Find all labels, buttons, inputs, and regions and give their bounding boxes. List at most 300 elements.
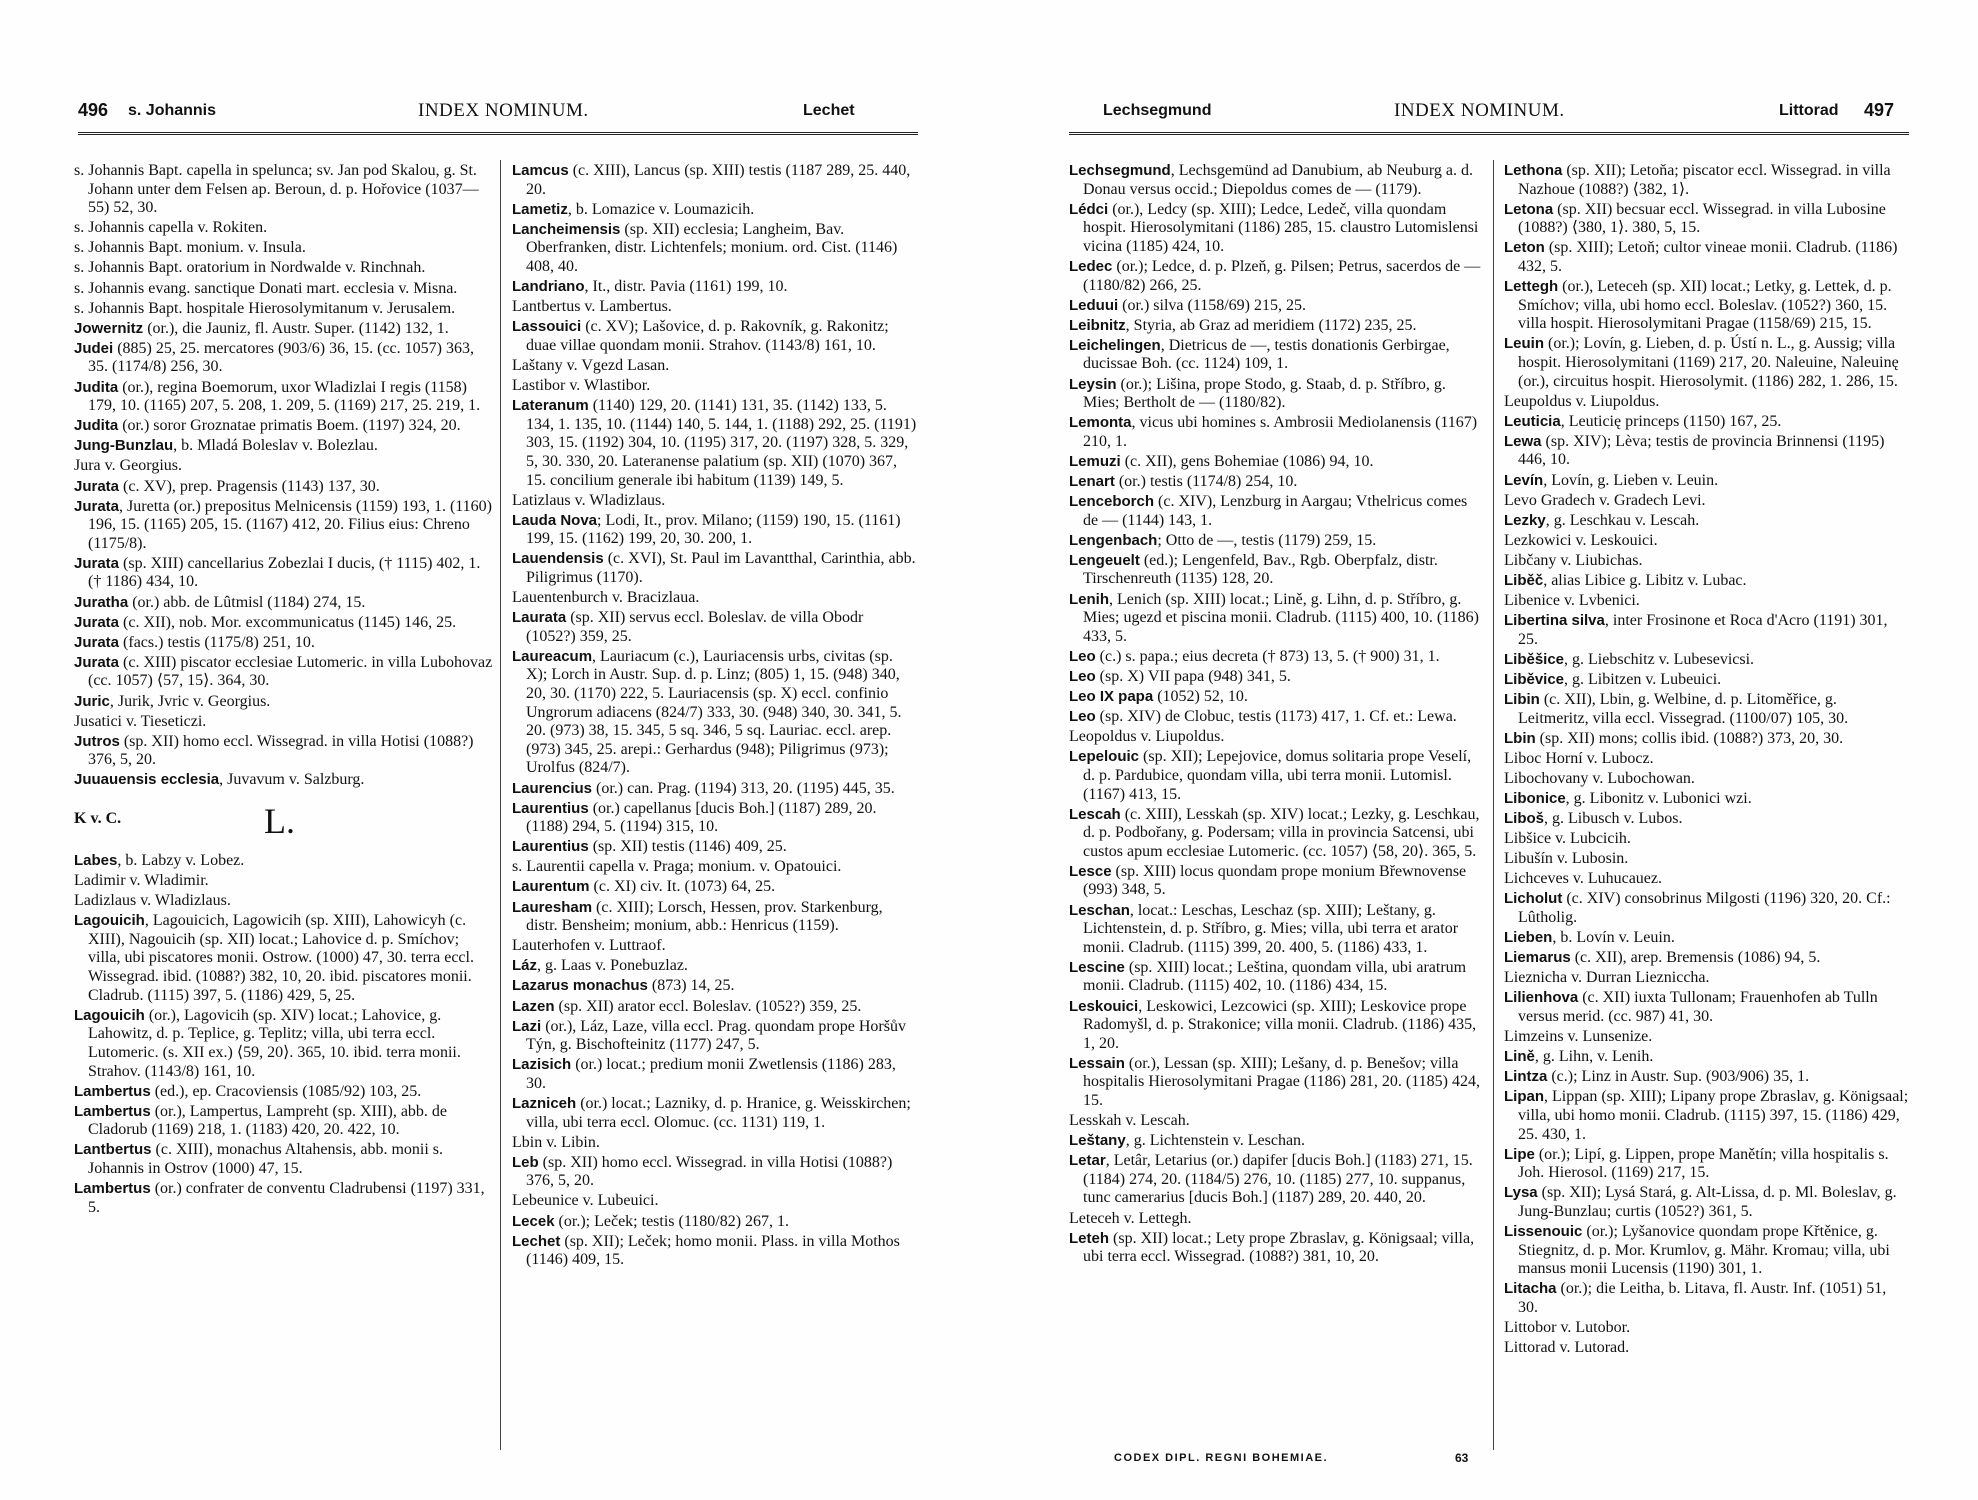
index-entry [1504, 890, 1909, 927]
index-entry [1504, 278, 1909, 334]
index-entry [1504, 691, 1909, 728]
index-entry [74, 1103, 494, 1140]
entry-headword: Lieben [1504, 929, 1553, 947]
entry-headword: Leschan [1069, 901, 1130, 919]
index-entry [512, 201, 917, 220]
entry-headword: Leb [512, 1153, 539, 1171]
index-entry: Liboc Horní v. Lubocz. [1504, 749, 1654, 767]
entry-body: (or.); Leček; testis (1180/82) 267, 1. [554, 1212, 790, 1230]
header-left-word: Lechsegmund [1103, 102, 1212, 119]
entry-body: , Juvavum v. Salzburg. [219, 771, 365, 789]
entry-body: (or.) locat.; predium monii Zwetlensis (1186) 283, 30. [526, 1056, 896, 1092]
index-entry [1069, 1152, 1484, 1208]
entry-headword: Leo IX papa [1069, 688, 1154, 706]
index-entry [1504, 1088, 1909, 1144]
entry-headword: Lině [1504, 1048, 1535, 1066]
entries-block-2 [74, 852, 494, 1217]
index-entry [1504, 1048, 1909, 1067]
index-entry [74, 733, 494, 770]
entry-body: , Lauriacum (c.), Lauriacensis urbs, civitas (sp. X); Lorch in Austr. Sup. d. p. Linz; (805) 1, 15. (948) 340, 20, 30. (1170) 222, 5. Lauriacensis (sp. X) eccl. confinio Ungrorum adiacens (824/7) 333, 30. (948) 340, 30. 341, 5. 20. (973) 38, 15. 345, 5 sq. 346, 5 sq. Lauriac. eccl. arep. (973) 345, 25. arepi.: Gerhardus (948); Piligrimus (973); Urolfus (824/7). [526, 647, 902, 777]
entry-body: (1140) 129, 20. (1141) 131, 35. (1142) 133, 5. 134, 1. 135, 10. (1144) 140, 5. 144, 1. (1188) 292, 25. (1191) 303, 15. (1192) 304, 10. (1195) 317, 20. (1197) 328, 5. 329, 5, 30. 330, 20. Lateranense palatium (sp. XII) (1070) 367, 15. concilium generale ibi habitum (1139) 149, 5. [526, 397, 917, 489]
index-entry [1504, 433, 1909, 470]
entry-body: (or.), Lessan (sp. XIII); Lešany, d. p. Benešov; villa hospitalis Hierosolymitani Pragae (1186) 281, 20. (1185) 424, 15. [1083, 1054, 1480, 1109]
index-entry: Lastibor v. Wlastibor. [512, 377, 651, 395]
entry-body: , b. Lovín v. Leuin. [1552, 929, 1675, 947]
header-right-word: Lechet [803, 102, 855, 119]
header-title: INDEX NOMINUM. [418, 100, 589, 121]
index-entry: Jura v. Georgius. [74, 457, 182, 475]
index-entry: Libčany v. Liubichas. [1504, 551, 1643, 569]
entry-body: (sp. XIII); Letoň; cultor vineae monii. Cladrub. (1186) 432, 5. [1518, 239, 1898, 275]
entry-headword: Labes [74, 852, 118, 869]
entry-body: (c.) s. papa.; eius decreta († 873) 13, 5. († 900) 31, 1. [1095, 647, 1440, 665]
entry-body: (ed.); Lengenfeld, Bav., Rgb. Oberpfalz, distr. Tirschenreuth (1135) 128, 20. [1083, 551, 1438, 588]
entry-body: , g. Libitzen v. Lubeuici. [1564, 670, 1722, 688]
entry-headword: Letona [1504, 200, 1554, 218]
entry-headword: Judita [74, 378, 119, 396]
entry-headword: Lissenouic [1504, 1223, 1583, 1241]
entry-body: (or.) abb. de Lûtmisl (1184) 274, 15. [128, 593, 366, 611]
index-entry [512, 397, 917, 490]
entry-headword: Leteh [1069, 1229, 1110, 1247]
index-entry [74, 437, 494, 456]
entry-headword: Jutros [74, 732, 120, 750]
index-entry: Leteceh v. Lettegh. [1069, 1209, 1192, 1227]
entry-body: (ed.), ep. Cracoviensis (1085/92) 103, 25. [150, 1082, 422, 1100]
entry-body: , b. Mladá Boleslav v. Bolezlau. [173, 437, 378, 455]
index-entry: Lezkowici v. Leskouici. [1504, 531, 1658, 549]
entry-body: (c. XIV) consobrinus Milgosti (1196) 320, 20. Cf.: Lûtholig. [1518, 890, 1891, 927]
entry-headword: Lintza [1504, 1068, 1548, 1086]
index-entry [1069, 748, 1484, 804]
entry-body: (sp. XII) testis (1146) 409, 25. [588, 838, 787, 856]
entry-headword: Licholut [1504, 890, 1563, 908]
entry-body: , Juretta (or.) prepositus Melnicensis (1159) 193, 1. (1160) 196, 15. (1165) 205, 15. (1167) 412, 20. Filius eius: Chreno (1175/8). [88, 497, 492, 552]
entries-block-4 [1069, 162, 1484, 1267]
entry-body: ; Lodi, It., prov. Milano; (1159) 190, 15. (1161) 199, 15. (1162) 199, 20, 30. 200, 1. [526, 511, 901, 548]
entry-headword: Lipan [1504, 1088, 1544, 1106]
entry-body: (or.) locat.; Lazniky, d. p. Hranice, g. Weisskirchen; villa, ubi terra eccl. Olomuc. (cc. 1131) 119, 1. [526, 1095, 911, 1131]
entry-headword: Levín [1504, 471, 1544, 489]
section-divider [74, 801, 494, 852]
index-entry: Jusatici v. Tieseticzi. [74, 712, 207, 730]
entry-body: (c. XIII) piscator ecclesiae Lutomeric. in villa Lubohovaz (cc. 1057) ⟨57, 15⟩. 364, 30. [88, 653, 493, 690]
entry-body: , Styria, ab Graz ad meridiem (1172) 235, 25. [1125, 316, 1417, 334]
index-entry: s. Johannis evang. sanctique Donati mart. ecclesia v. Misna. [74, 279, 458, 297]
entry-headword: Lauendensis [512, 550, 604, 568]
entry-headword: Lagouicih [74, 1006, 145, 1024]
index-entry [74, 852, 494, 871]
entry-body: (c. XIII), Lesskah (sp. XIV) locat.; Lezky, g. Leschkau, d. p. Podbořany, g. Podersam; villa in provincia Satcensi, ubi custos apum ecclesiae Lutomeric. (cc. 1057) ⟨58, 20⟩. 365, 5. [1083, 805, 1480, 860]
entry-body: (or.) silva (1158/69) 215, 25. [1118, 296, 1306, 314]
entry-headword: Judei [74, 339, 114, 357]
index-entry: Latizlaus v. Wladizlaus. [512, 491, 666, 509]
entry-headword: Láz [512, 957, 538, 975]
entry-body: , g. Laas v. Ponebuzlaz. [537, 957, 688, 975]
index-entry [512, 1213, 917, 1232]
index-entry [1504, 201, 1909, 238]
entry-body: (c. XII), nob. Mor. excommunicatus (1145) 146, 25. [119, 613, 457, 631]
index-entry [1504, 472, 1909, 491]
index-entry [74, 417, 494, 436]
left-column-2 [512, 162, 917, 1271]
entry-body: (c. XI) civ. It. (1073) 64, 25. [589, 878, 776, 896]
entry-body: (1052) 52, 10. [1153, 688, 1248, 706]
entry-body: , Lippan (sp. XIII); Lipany prope Zbraslav, g. Königsaal; villa, ubi homo monii. Cladrub. (1115) 397, 15. (1186) 429, 25. 430, 1. [1518, 1088, 1909, 1143]
index-entry [512, 1154, 917, 1191]
right-column-1 [1069, 162, 1484, 1268]
entry-headword: Lettegh [1504, 278, 1559, 296]
index-entry [512, 1056, 917, 1093]
index-entry [1069, 648, 1484, 667]
entry-body: , b. Labzy v. Lobez. [117, 852, 245, 869]
entry-body: (or.), Lampertus, Lampreht (sp. XIII), abb. de Cladorub (1169) 218, 1. (1183) 420, 20. 422, 10. [88, 1102, 448, 1139]
footer-codex: CODEX DIPL. REGNI BOHEMIAE. [1114, 1452, 1329, 1464]
entry-headword: Jurata [74, 653, 120, 671]
index-entry [512, 957, 917, 976]
entry-headword: Landriano [512, 278, 585, 296]
index-entry [1504, 1068, 1909, 1087]
entry-headword: Lenih [1069, 590, 1109, 608]
index-entry [74, 771, 494, 790]
index-entry [512, 1018, 917, 1055]
index-entry [74, 320, 494, 339]
index-entry [1504, 1223, 1909, 1279]
index-entry [512, 318, 917, 355]
entry-body: (sp. XII); Leček; homo monii. Plass. in villa Mothos (1146) 409, 15. [526, 1232, 900, 1269]
entry-headword: Lilienhova [1504, 989, 1579, 1007]
index-entry: Laštany v. Vgezd Lasan. [512, 356, 670, 374]
index-entry [1069, 414, 1484, 451]
entry-body: (c.); Linz in Austr. Sup. (903/906) 35, 1. [1547, 1068, 1810, 1086]
entry-body: , Lovín, g. Lieben v. Leuin. [1543, 471, 1719, 489]
entry-body: (or.) testis (1174/8) 254, 10. [1114, 473, 1298, 490]
entry-body: (873) 14, 25. [647, 977, 735, 995]
index-entry [1504, 162, 1909, 199]
entry-headword: Liemarus [1504, 949, 1571, 967]
index-entry [74, 1007, 494, 1081]
entry-body: , Lechsgemünd ad Danubium, ab Neuburg a. d. Donau versus occid.; Diepoldus comes de — (1179). [1083, 162, 1473, 198]
entry-headword: Leštany [1069, 1132, 1126, 1150]
entry-body: (sp. XIII) locat.; Leština, quondam villa, ubi aratrum monii. Cladrub. (1115) 402, 10. (1186) 434, 15. [1083, 958, 1467, 995]
entry-headword: Lepelouic [1069, 748, 1140, 766]
index-entry: Lbin v. Libin. [512, 1133, 600, 1151]
index-entry [512, 648, 917, 778]
index-entry [1504, 929, 1909, 948]
entry-headword: Lassouici [512, 318, 582, 336]
entry-headword: Lancheimensis [512, 220, 621, 238]
index-entry [512, 278, 917, 297]
index-entry [512, 977, 917, 996]
entry-headword: Leichelingen [1069, 336, 1161, 354]
entry-body: (or.); Lipí, g. Lippen, prope Manětín; villa hospitalis s. Joh. Hierosol. (1169) 217, 15. [1518, 1145, 1889, 1182]
index-entry: Levo Gradech v. Gradech Levi. [1504, 491, 1706, 509]
index-entry: Leupoldus v. Liupoldus. [1504, 392, 1660, 410]
entry-headword: Lewa [1504, 432, 1542, 450]
index-entry [1069, 473, 1484, 492]
index-entry [1069, 297, 1484, 316]
entry-headword: Laurentum [512, 878, 590, 896]
entry-headword: Jung-Bunzlau [74, 437, 174, 455]
entry-headword: Lechet [512, 1232, 561, 1250]
index-entry [1069, 1230, 1484, 1267]
entries-block-5 [1504, 162, 1909, 1358]
index-entry [512, 838, 917, 857]
entry-headword: Jurata [74, 554, 120, 572]
entry-body: , Leskowici, Lezcowici (sp. XIII); Leskovice prope Radomyšl, d. p. Strakonice; villa monii. Cladrub. (1186) 435, 1, 20. [1083, 997, 1477, 1052]
entry-body: (sp. XII) homo eccl. Wissegrad. in villa Hotisi (1088?) 376, 5, 20. [526, 1153, 893, 1190]
index-entry: Leopoldus v. Liupoldus. [1069, 728, 1225, 746]
entry-body: (sp. XII) servus eccl. Boleslav. de villa Obodr (1052?) 359, 25. [526, 609, 864, 645]
index-entry [74, 1141, 494, 1178]
entry-headword: Lescine [1069, 958, 1125, 976]
index-entry [74, 594, 494, 613]
entry-headword: Juric [74, 692, 110, 710]
index-entry: Lieznicha v. Durran Liezniccha. [1504, 969, 1710, 987]
entry-headword: Judita [74, 417, 119, 435]
entry-headword: Leo [1069, 667, 1096, 685]
index-entry: s. Johannis Bapt. hospitale Hierosolymitanum v. Jerusalem. [74, 299, 456, 317]
entry-body: , g. Lihn, v. Lenih. [1534, 1048, 1654, 1066]
index-entry: Libušín v. Lubosin. [1504, 850, 1629, 868]
entry-headword: Lemuzi [1069, 452, 1121, 470]
entry-body: , Jurik, Jvric v. Georgius. [109, 692, 271, 710]
entry-body: (sp. XIII) locus quondam prope monium Břewnovense (993) 348, 5. [1083, 862, 1467, 899]
index-entry [74, 693, 494, 712]
entry-headword: Leo [1069, 647, 1096, 665]
index-entry: Lichceves v. Luhucauez. [1504, 870, 1662, 888]
entry-headword: Lysa [1504, 1184, 1538, 1202]
entry-headword: Leuin [1504, 335, 1544, 353]
entry-headword: Leibnitz [1069, 316, 1126, 334]
index-entry [74, 1180, 494, 1217]
index-entry [1504, 790, 1909, 809]
index-entry: Ladizlaus v. Wladizlaus. [74, 892, 231, 910]
entry-body: (sp. XIV); Lèva; testis de provincia Brinnensi (1195) 446, 10. [1518, 432, 1885, 469]
entry-headword: Lenceborch [1069, 493, 1155, 511]
entry-body: (c. XII), gens Bohemiae (1086) 94, 10. [1120, 452, 1374, 470]
entry-body: (c. XIII); Lorsch, Hessen, prov. Starkenburg, distr. Bensheim; monium, abb.: Henricus (1159). [526, 898, 883, 935]
index-entry [1069, 1132, 1484, 1151]
entry-headword: Lengeuelt [1069, 551, 1140, 569]
entry-body: (or.); Lišina, prope Stodo, g. Staab, d. p. Stříbro, g. Mies; Bertholt de — (1180/82). [1083, 375, 1446, 412]
entry-headword: Lagouicih [74, 912, 145, 930]
entry-headword: Leuticia [1504, 412, 1561, 430]
entry-headword: Lazi [512, 1017, 542, 1035]
entry-headword: Lantbertus [74, 1141, 152, 1159]
entry-headword: Laurencius [512, 779, 593, 797]
entry-body: (or.); Ledce, d. p. Plzeň, g. Pilsen; Petrus, sacerdos de — (1180/82) 266, 25. [1083, 257, 1481, 294]
entries-block-3 [512, 162, 917, 1270]
entry-headword: Laurentius [512, 838, 589, 856]
index-entry [1069, 959, 1484, 996]
index-entry [512, 899, 917, 936]
right-page [989, 0, 1978, 1500]
index-entry [1504, 413, 1909, 432]
entry-body: , locat.: Leschas, Leschaz (sp. XIII); Leštany, g. Lichtenstein, d. p. Stříbro, g. Mies; villa, ubi terra et arator monii. Cladrub. (1115) 399, 20. 400, 5. (1186) 433, 1. [1083, 901, 1459, 956]
entry-headword: Liběč [1504, 571, 1544, 589]
entry-headword: Lipe [1504, 1145, 1535, 1163]
index-entry: s. Johannis Bapt. capella in spelunca; sv. Jan pod Skalou, g. St. Johann unter dem Felsen ap. Beroun, d. p. Hořovice (1037—55) 52, 30. [74, 162, 479, 217]
column-divider [500, 160, 501, 1450]
entries-block-1 [74, 162, 494, 790]
entry-body: , g. Leschkau v. Lescah. [1545, 511, 1700, 529]
header-left-word: s. Johannis [128, 102, 217, 119]
index-entry [1069, 258, 1484, 295]
right-column-2 [1504, 162, 1909, 1359]
entry-headword: Lazisich [512, 1056, 572, 1074]
index-entry: s. Johannis Bapt. monium. v. Insula. [74, 239, 306, 257]
entry-body: , alias Libice g. Libitz v. Lubac. [1543, 571, 1747, 589]
entry-body: , inter Frosinone et Roca d'Acro (1191) 301, 25. [1518, 612, 1888, 648]
index-entry [1069, 668, 1484, 687]
entry-headword: Lezky [1504, 511, 1546, 529]
index-entry [74, 478, 494, 497]
index-entry: Lantbertus v. Lambertus. [512, 298, 672, 316]
index-entry [1504, 612, 1909, 649]
index-entry [74, 340, 494, 377]
index-entry [74, 1083, 494, 1102]
left-page-header [78, 90, 918, 135]
index-entry [1504, 335, 1909, 391]
entry-body: (or.), Lagovicih (sp. XIV) locat.; Lahovice, g. Lahowitz, d. p. Teplice, g. Teplitz; villa, ubi terra eccl. Lutomeric. (s. XII ex.) ⟨59, 20⟩. 365, 10. ibid. terra monii. Strahov. (1143/8) 161, 10. [88, 1006, 461, 1080]
entry-body: ; Otto de —, testis (1179) 259, 15. [1157, 531, 1377, 549]
entry-body: , Lenich (sp. XIII) locat.; Lině, g. Lihn, d. p. Stříbro, g. Mies; ugezd et piscina monii. Cladrub. (1115) 400, 10. (1186) 433, 5. [1083, 590, 1479, 645]
section-letter: L. [264, 801, 295, 841]
kc-cross-reference: K v. C. [74, 810, 122, 827]
entry-body: (or.) can. Prag. (1194) 313, 20. (1195) 445, 35. [592, 779, 895, 797]
entry-headword: Lazen [512, 997, 555, 1015]
entry-headword: Lambertus [74, 1102, 151, 1120]
entry-body: (sp. XIII) cancellarius Zobezlai I ducis, († 1115) 402, 1. († 1186) 434, 10. [88, 554, 481, 591]
entry-body: , Leuticię princeps (1150) 167, 25. [1560, 412, 1782, 430]
entry-headword: Litacha [1504, 1280, 1557, 1298]
entry-body: (c. XIII), monachus Altahensis, abb. monii s. Johannis in Ostrov (1000) 47, 15. [88, 1141, 444, 1177]
index-entry [1504, 730, 1909, 749]
index-entry [1504, 572, 1909, 591]
entry-body: , g. Liebschitz v. Lubesevicsi. [1564, 650, 1755, 668]
index-entry [512, 550, 917, 587]
entry-headword: Jurata [74, 613, 120, 631]
index-entry: Lebeunice v. Lubeuici. [512, 1192, 659, 1210]
entry-body: (c. XVI), St. Paul im Lavantthal, Carinthia, abb. Piligrimus (1170). [526, 550, 916, 586]
entry-headword: Juratha [74, 593, 129, 611]
index-entry [74, 498, 494, 554]
entry-body: (c. XIII), Lancus (sp. XIII) testis (1187 289, 25. 440, 20. [526, 162, 911, 198]
entry-body: , g. Libusch v. Lubos. [1544, 810, 1683, 828]
page-number: 497 [1864, 100, 1895, 120]
entry-headword: Leysin [1069, 375, 1117, 393]
entry-body: , Lagouicich, Lagowicih (sp. XIII), Lahowicyh (c. XIII), Nagouicih (sp. XII) locat.; Lahovice d. p. Smíchov; villa, ubi piscatores monii. Ostrow. (1000) 47, 30. terra eccl. Wissegrad. ibid. (1088?) 382, 10, 20. ibid. piscatores monii. Cladrub. (1115) 397, 5. (1186) 429, 5, 25. [88, 912, 474, 1004]
entry-headword: Lambertus [74, 1082, 151, 1100]
index-entry: s. Laurentii capella v. Praga; monium. v. Opatouici. [512, 858, 842, 876]
entry-headword: Lessain [1069, 1054, 1125, 1072]
entry-body: , b. Lomazice v. Loumazicih. [567, 200, 755, 218]
index-entry [1504, 239, 1909, 276]
entry-body: (or.), Ledcy (sp. XIII); Ledce, Ledeč, villa quondam hospit. Hierosolymitani (1186) 285, 15. claustro Lutomislensi vicina (1185) 424, 10. [1083, 200, 1479, 255]
index-entry [512, 780, 917, 799]
header-right-word: Littorad [1779, 102, 1839, 119]
index-entry [1069, 902, 1484, 958]
index-entry [1069, 806, 1484, 862]
entry-body: , It., distr. Pavia (1161) 199, 10. [584, 278, 788, 296]
index-entry [1504, 671, 1909, 690]
index-entry: Libšice v. Lubcicih. [1504, 830, 1631, 848]
index-entry [512, 512, 917, 549]
entry-headword: Laurentius [512, 799, 589, 817]
entry-body: , Letâr, Letarius (or.) dapifer [ducis Boh.] (1183) 271, 15. (1184) 274, 20. (1184/5) 276, 10. (1185) 277, 10. suppanus, tunc camerarius [ducis Boh.] (1187) 289, 20. 440, 20. [1083, 1152, 1473, 1207]
index-entry: Littorad v. Lutorad. [1504, 1339, 1630, 1357]
entry-headword: Jurata [74, 477, 120, 495]
entry-body: (sp. X) VII papa (948) 341, 5. [1095, 667, 1291, 685]
entry-headword: Lenart [1069, 473, 1115, 490]
left-column-1 [74, 162, 494, 1219]
page-number: 496 [78, 100, 109, 120]
entry-headword: Lechsegmund [1069, 162, 1171, 179]
index-entry [512, 800, 917, 837]
index-entry [512, 878, 917, 897]
entry-headword: Lauda Nova [512, 511, 598, 529]
index-entry [512, 1233, 917, 1270]
index-entry [1069, 493, 1484, 530]
entry-headword: Libin [1504, 691, 1540, 709]
entry-headword: Lethona [1504, 162, 1563, 179]
entry-headword: Liběšice [1504, 650, 1565, 668]
entry-headword: Lazniceh [512, 1095, 577, 1112]
index-entry [1069, 1055, 1484, 1111]
index-entry [74, 379, 494, 416]
entry-headword: Lecek [512, 1212, 555, 1230]
index-entry [1504, 1146, 1909, 1183]
index-entry: Lauentenburch v. Bracizlaua. [512, 589, 700, 607]
entry-body: (sp. XII) mons; collis ibid. (1088?) 373, 20, 30. [1535, 729, 1844, 747]
entry-headword: Lédci [1069, 200, 1109, 218]
entry-body: (or.) capellanus [ducis Boh.] (1187) 289, 20. (1188) 294, 5. (1194) 315, 10. [526, 799, 877, 836]
index-entry [1069, 453, 1484, 472]
entry-body: (c. XII), Lbin, g. Welbine, d. p. Litoměřice, g. Leitmeritz, villa eccl. Vissegrad. (1100/07) 105, 30. [1518, 691, 1849, 727]
entry-headword: Leskouici [1069, 997, 1139, 1015]
right-page-header [1069, 90, 1909, 135]
entry-body: , g. Lichtenstein v. Leschan. [1125, 1132, 1306, 1150]
entry-body: (or.), regina Boemorum, uxor Wladizlai I regis (1158) 179, 10. (1165) 207, 5. 208, 1. 209, 5. (1169) 217, 25. 219, 1. [88, 378, 481, 415]
index-entry [1069, 998, 1484, 1054]
index-entry [1069, 591, 1484, 647]
entry-headword: Lazarus monachus [512, 977, 648, 995]
entry-body: (or.) soror Groznatae primatis Boem. (1197) 324, 20. [118, 417, 461, 435]
entry-headword: Lametiz [512, 200, 568, 218]
index-entry [1069, 337, 1484, 374]
entry-body: (c. XIV), Lenzburg in Aargau; Vthelricus comes de — (1144) 143, 1. [1083, 493, 1468, 529]
index-entry [512, 1095, 917, 1132]
index-entry [1069, 688, 1484, 707]
footer-signature-number: 63 [1455, 1451, 1469, 1465]
entry-headword: Ledec [1069, 257, 1113, 275]
entry-body: (sp. XII) homo eccl. Wissegrad. in villa Hotisi (1088?) 376, 5, 20. [88, 732, 474, 769]
entry-body: (c. XV), prep. Pragensis (1143) 137, 30. [119, 477, 380, 495]
index-entry: s. Johannis Bapt. oratorium in Nordwalde v. Rinchnah. [74, 259, 426, 277]
entry-body: (sp. XII); Lysá Stará, g. Alt-Lissa, d. p. Ml. Boleslav, g. Jung-Bunzlau; curtis (1052?) 361, 5. [1518, 1184, 1897, 1220]
index-entry [74, 555, 494, 592]
entry-headword: Libertina silva [1504, 612, 1605, 630]
entry-headword: Lateranum [512, 397, 589, 415]
entry-body: (sp. XII) arator eccl. Boleslav. (1052?) 359, 25. [554, 997, 862, 1015]
entry-body: (or.), Láz, Laze, villa eccl. Prag. quondam prope Horšův Týn, g. Bischofteinitz (1177) 247, 5. [526, 1017, 906, 1054]
entry-body: (facs.) testis (1175/8) 251, 10. [119, 633, 315, 651]
index-entry: Libochovany v. Lubochowan. [1504, 769, 1695, 787]
entry-headword: Lescah [1069, 805, 1121, 823]
entry-headword: Jurata [74, 633, 120, 651]
entry-body: , vicus ubi homines s. Ambrosii Mediolanensis (1167) 210, 1. [1083, 414, 1478, 450]
